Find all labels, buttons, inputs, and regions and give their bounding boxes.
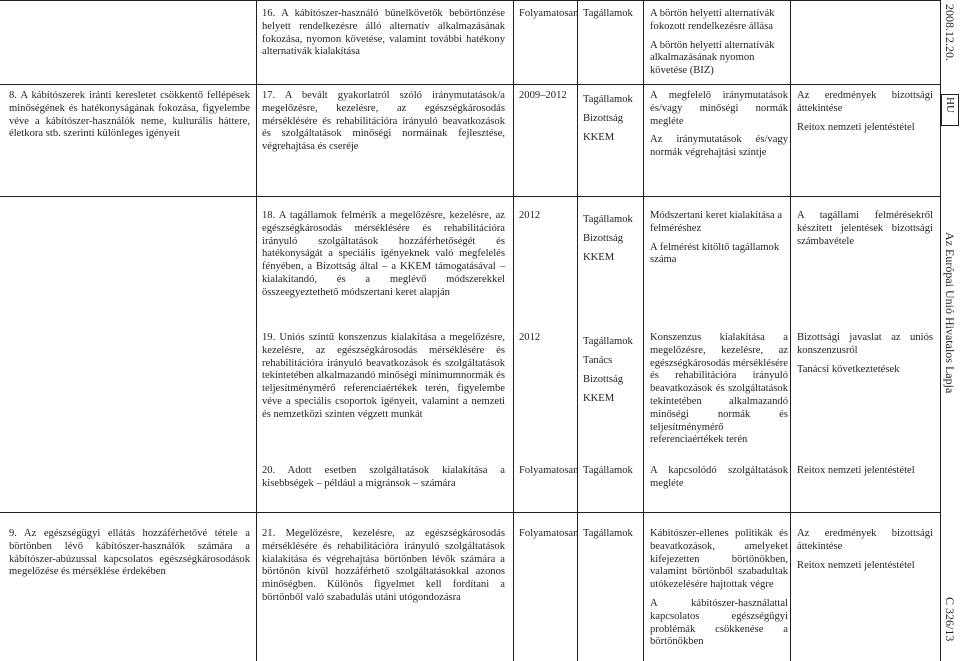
indicators-cell — [650, 528, 788, 649]
indicators-cell — [650, 210, 788, 267]
party: Tagállamok — [583, 465, 633, 476]
indicators-cell — [650, 465, 788, 491]
assessment-item: Az eredmények bizottsági áttekintése — [797, 528, 933, 552]
parties-cell — [583, 332, 641, 408]
assessment-cell — [797, 465, 933, 478]
column-divider — [256, 0, 257, 661]
indicator: Kábítószer-ellenes politikák és beavatkozások, amelyeket kifejezetten börtönökben, valamint börtönből szabadultak utókezelésére hajtottak végre — [650, 528, 788, 591]
assessment-item: Az eredmények bizottsági áttekintése — [797, 90, 933, 114]
action-cell: 18. A tagállamok felmérik a megelőzésre, kezelésre, az egészségkárosodás mérséklésére és rehabilitációra irányuló szolgáltatások hozzáférhetőségét és hatékonyságát a speciális igényeknek való megfelelés fényében, a Bizottság által – a KKEM támogatásával – kialakítandó, és a meglévő módszerekkel összeegyeztethető módszertani keret alapján — [262, 210, 505, 298]
timing-cell: Folyamatosan — [519, 528, 579, 539]
indicator: A kapcsolódó szolgáltatások megléte — [650, 465, 788, 489]
parties-cell — [583, 90, 641, 147]
party: Tagállamok — [583, 528, 633, 539]
indicator: A börtön helyetti alternatívák alkalmazásának nyomon követése (BIZ) — [650, 39, 775, 77]
party: Tagállamok — [583, 336, 633, 347]
objective-cell: 9. Az egészségügyi ellátás hozzáférhetővé tétele a börtönben lévő kábítószer-használók számára a kábítószer-abúzussal kapcsolatos egészségkárosodások megelőzése és mérséklése érdekében — [9, 528, 250, 578]
action-cell: 17. A bevált gyakorlatról szóló iránymutatások/a megelőzésre, kezelésre, az egészségkárosodás mérséklésére és rehabilitációra irányuló beavatkozások és szolgáltatások minőségi normáinak fejlesztése, végrehajtása és cseréje — [262, 90, 505, 153]
party: Bizottság — [583, 233, 624, 244]
parties-cell — [583, 528, 641, 541]
party: Tagállamok — [583, 94, 633, 105]
row-separator — [0, 512, 940, 513]
column-divider — [790, 0, 791, 661]
column-divider — [513, 0, 514, 661]
timing-cell: Folyamatosan — [519, 465, 579, 476]
party: Tagállamok — [583, 8, 633, 19]
indicator: A kábítószer-használattal kapcsolatos egészségügyi problémák csökkenése a börtönökben — [650, 597, 788, 648]
assessment-item: Tanácsi következtetések — [797, 363, 900, 375]
indicator: Az iránymutatások és/vagy normák végrehajtási szintje — [650, 134, 788, 159]
party: KKEM — [583, 393, 615, 404]
assessment-item: Bizottsági javaslat az uniós konszenzusról — [797, 332, 933, 356]
parties-cell — [583, 210, 641, 267]
row-separator — [0, 196, 940, 197]
page-reference: C 326/13 — [942, 597, 957, 642]
timing-cell: 2012 — [519, 332, 541, 343]
column-divider — [643, 0, 644, 661]
assessment-cell — [797, 332, 933, 376]
assessment-cell — [797, 90, 933, 134]
indicator: Konszenzus kialakítása a megelőzésre, kezelésre, az egészségkárosodás mérséklésére és rehabilitációra irányuló beavatkozások és szolgáltatások tekintetében alkalmazandó minőségi normák és teljesítménymérő referenciaértékek terén — [650, 332, 788, 446]
indicator: A börtön helyetti alternatívák fokozott rendelkezésre állása — [650, 8, 775, 32]
indicators-cell — [650, 8, 788, 78]
parties-cell — [583, 8, 641, 21]
column-divider — [577, 0, 578, 661]
timing-cell: 2012 — [519, 210, 541, 221]
assessment-cell — [797, 210, 933, 248]
party: Bizottság — [583, 374, 624, 385]
action-cell: 21. Megelőzésre, kezelésre, az egészségkárosodás mérséklésére és rehabilitációra irányuló szolgáltatások kialakítása és végrehajtása börtönben lévők számára a börtönön kívül hozzáférhető szolgáltatásokkal azonos minőségben. Különös figyelmet kell fordítani a börtönből való szabadulás utáni utógondozásra — [262, 528, 505, 603]
row-separator — [0, 84, 940, 85]
row-separator-top — [0, 0, 940, 1]
indicator: A megfelelő iránymutatások és/vagy minőségi normák megléte — [650, 90, 788, 127]
objective-cell: 8. A kábítószerek iránti keresletet csökkentő fellépések minőségének és hatékonyságának fokozása, figyelembe véve a kábítószer-használók neme, kulturális háttere, életkora stb. szerinti különleges igényeit — [9, 90, 250, 140]
party: KKEM — [583, 132, 615, 143]
assessment-item: Reitox nemzeti jelentéstétel — [797, 121, 915, 133]
party: Tanács — [583, 355, 613, 366]
assessment-item: A tagállami felmérésekről készített jelentések bizottsági számbavétele — [797, 210, 933, 247]
indicator: Módszertani keret kialakítása a felméréshez — [650, 210, 783, 234]
indicator: A felmérést kitöltő tagállamok száma — [650, 241, 780, 266]
indicators-cell — [650, 332, 788, 447]
party: Tagállamok — [583, 214, 633, 225]
action-cell: 20. Adott esetben szolgáltatások kialakítása a kisebbségek – például a migránsok – számára — [262, 465, 505, 489]
action-cell: 16. A kábítószer-használó bűnelkövetők bebörtönzése helyett rendelkezésre álló alternatív alkalmazásának fokozása, nyomon követése, valamint további hatékony alternatívák kialakítása — [262, 8, 505, 58]
publication-date: 2008.12.20. — [942, 4, 957, 61]
party: Bizottság — [583, 113, 624, 124]
indicators-cell — [650, 90, 788, 160]
parties-cell — [583, 465, 641, 478]
assessment-item: Reitox nemzeti jelentéstétel — [797, 559, 915, 571]
assessment-cell — [797, 528, 933, 572]
timing-cell: Folyamatosan — [519, 8, 579, 19]
party: KKEM — [583, 252, 615, 263]
assessment-item: Reitox nemzeti jelentéstétel — [797, 465, 915, 476]
timing-cell: 2009–2012 — [519, 90, 567, 101]
language-code: HU — [943, 97, 956, 113]
action-cell: 19. Uniós szintű konszenzus kialakítása a megelőzésre, kezelésre, az egészségkárosodás mérséklésére és rehabilitációra irányuló beavatkozások és szolgáltatások tekintetében alkalmazandó minőségi minimumnormák és teljesítménymérő referenciaértékek terén, figyelembe véve a speciális csoportok igényeit, valamint a nemzeti és nemzetközi szinten végzett munkát — [262, 332, 505, 420]
journal-title: Az Európai Unió Hivatalos Lapja — [942, 232, 957, 394]
